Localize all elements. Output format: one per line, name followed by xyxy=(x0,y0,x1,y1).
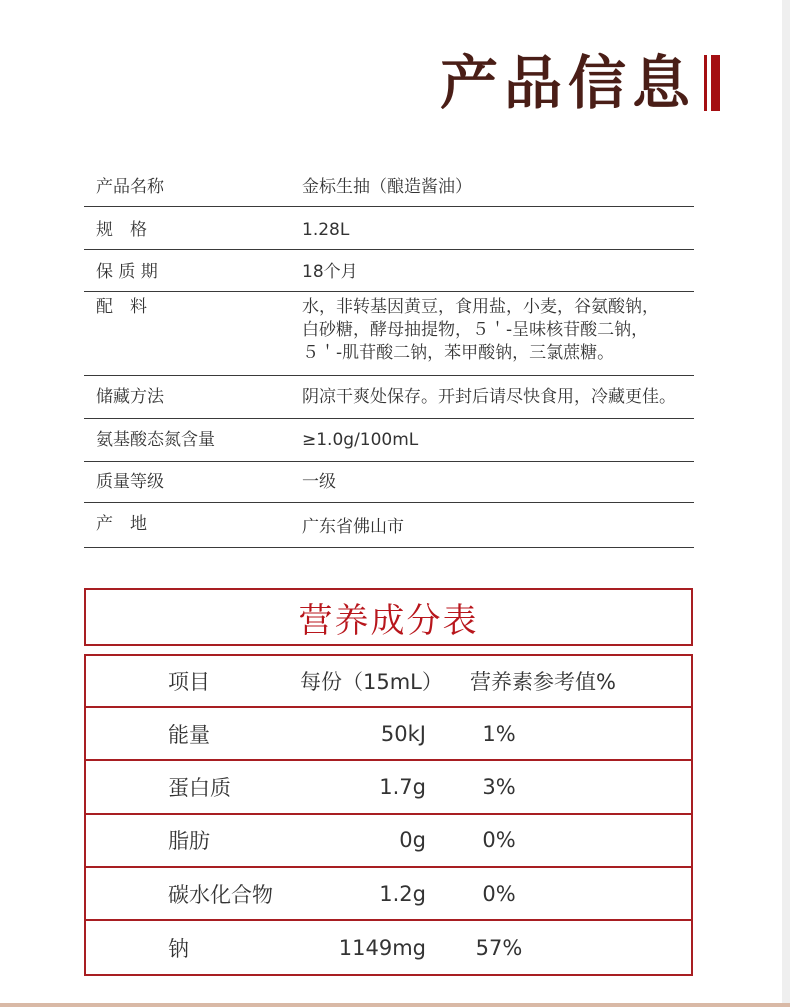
info-label: 配 料 xyxy=(96,297,147,317)
nutrition-row-sodium xyxy=(86,921,691,974)
info-value xyxy=(291,296,694,375)
info-label: 规 格 xyxy=(96,220,147,240)
nutrition-row-carbohydrate xyxy=(86,868,691,921)
nutrient-amount: 1.7g xyxy=(379,774,426,799)
nutrient-name: 脂肪 xyxy=(168,829,210,854)
info-label: 保 质 期 xyxy=(96,262,158,282)
nutrition-header-row xyxy=(86,656,691,708)
title-accent-bars xyxy=(704,55,720,111)
nutrition-row-energy xyxy=(86,708,691,761)
nutrient-name: 能量 xyxy=(168,722,210,747)
info-value: 1.28L xyxy=(302,220,350,240)
title-block xyxy=(440,50,720,116)
info-value: 阴凉干爽处保存。开封后请尽快食用，冷藏更佳。 xyxy=(302,387,676,407)
info-label: 质量等级 xyxy=(96,472,164,492)
page-edge xyxy=(782,0,790,1007)
info-row-ingredients xyxy=(84,292,694,376)
ingredients-line: 水，非转基因黄豆，食用盐，小麦，谷氨酸钠， xyxy=(302,297,659,317)
nutrient-amount: 50kJ xyxy=(380,721,426,746)
nutrient-nrv: 1% xyxy=(482,721,516,746)
info-value: 一级 xyxy=(302,472,336,492)
info-row-origin xyxy=(84,503,694,548)
nutrient-nrv: 3% xyxy=(482,774,516,799)
info-row-shelf-life xyxy=(84,250,694,292)
ingredients-line: 白砂糖，酵母抽提物，５＇-呈味核苷酸二钠， xyxy=(302,320,649,340)
header-item: 项目 xyxy=(168,670,210,694)
info-value: 18个月 xyxy=(302,262,358,282)
info-row-product-name xyxy=(84,166,694,207)
ingredients-line: ５＇-肌苷酸二钠，苯甲酸钠，三氯蔗糖。 xyxy=(302,343,615,363)
header-per-serving: 每份（15mL） xyxy=(300,670,443,694)
info-label: 产 地 xyxy=(96,514,147,534)
accent-bar-thin xyxy=(704,55,707,111)
product-info-table xyxy=(84,166,694,548)
nutrition-table xyxy=(84,654,693,976)
header-nrv: 营养素参考值% xyxy=(470,670,616,694)
info-label: 氨基酸态氮含量 xyxy=(96,430,215,450)
nutrient-amount: 0g xyxy=(399,828,426,853)
nutrient-name: 蛋白质 xyxy=(168,775,231,800)
info-label: 储藏方法 xyxy=(96,387,164,407)
nutrient-name: 碳水化合物 xyxy=(168,882,273,907)
info-label: 产品名称 xyxy=(96,177,164,197)
info-row-grade xyxy=(84,462,694,503)
info-row-storage xyxy=(84,376,694,419)
nutrient-name: 钠 xyxy=(168,936,189,961)
info-row-amino-nitrogen xyxy=(84,419,694,462)
nutrition-row-protein xyxy=(86,761,691,814)
info-row-spec xyxy=(84,207,694,250)
nutrient-nrv: 57% xyxy=(475,935,523,960)
page-title: 产品信息 xyxy=(440,49,697,117)
nutrition-title: 营养成分表 xyxy=(298,600,479,641)
nutrient-amount: 1149mg xyxy=(338,935,426,960)
nutrient-nrv: 0% xyxy=(482,828,516,853)
info-value: ≥1.0g/100mL xyxy=(302,430,419,450)
bottom-strip xyxy=(0,1003,790,1007)
nutrient-nrv: 0% xyxy=(482,881,516,906)
nutrition-title-box xyxy=(84,588,693,646)
info-value: 广东省佛山市 xyxy=(302,517,404,537)
info-value: 金标生抽（酿造酱油） xyxy=(302,177,472,197)
nutrition-row-fat xyxy=(86,815,691,868)
nutrient-amount: 1.2g xyxy=(379,881,426,906)
accent-bar-thick xyxy=(711,55,720,111)
